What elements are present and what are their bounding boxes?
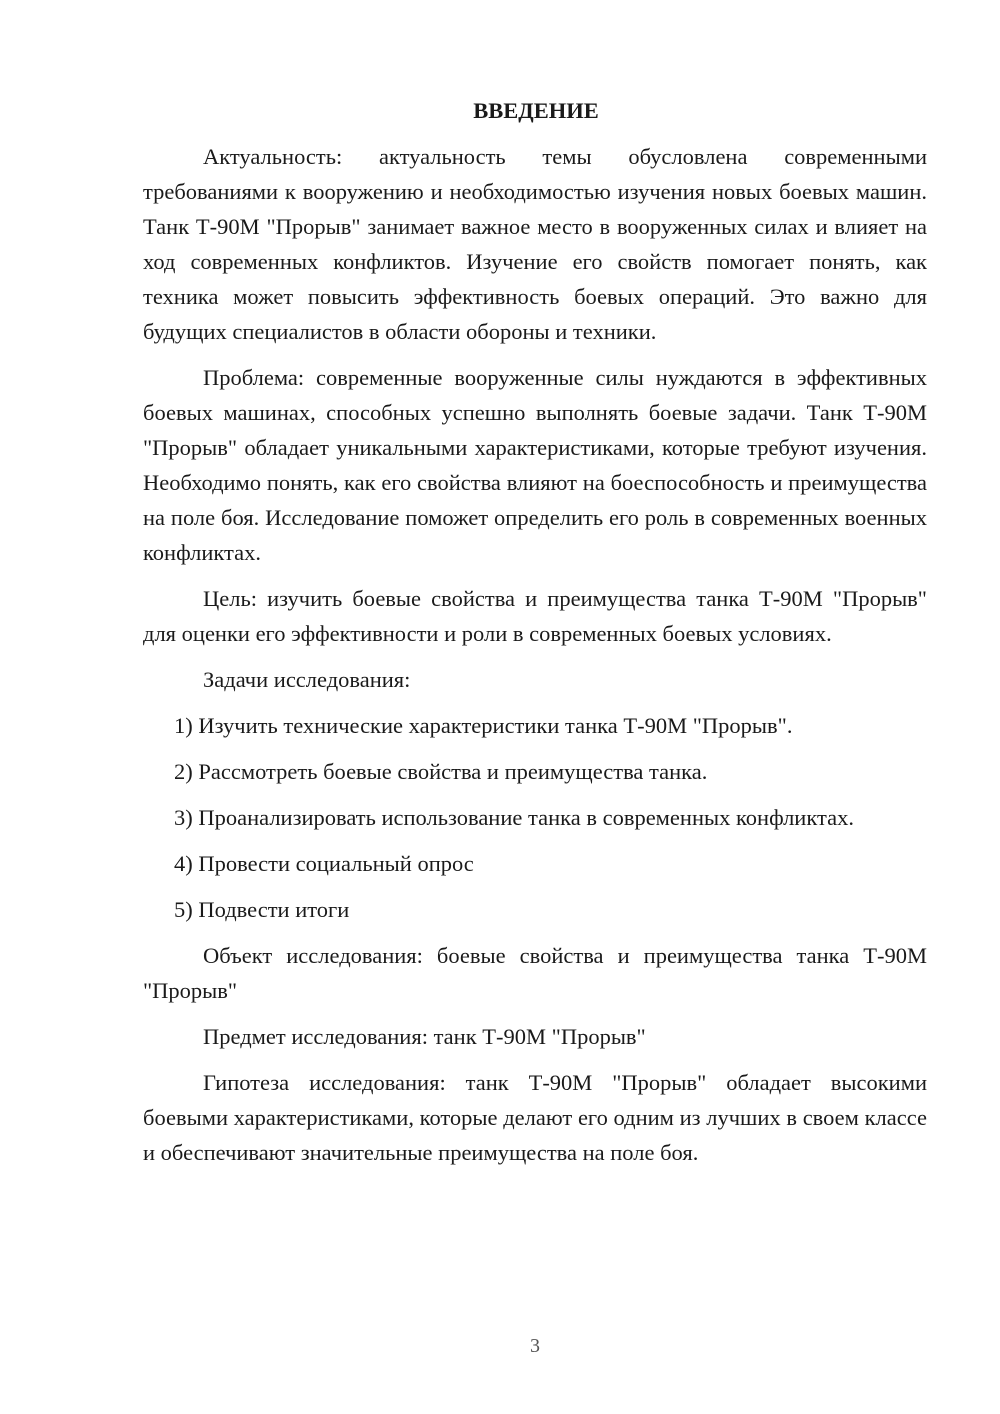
- relevance-paragraph: Актуальность: актуальность темы обусловлена современными требованиями к вооружению и необходимостью изучения новых боевых машин. Танк Т-90М "Прорыв" занимает важное место в вооруженных силах и влияет на ход современных конфликтов. Изучение его свойств помогает понять, как техника может повысить эффективность боевых операций. Это важно для будущих специалистов в области обороны и техники.: [143, 144, 927, 344]
- task-item-3: 3) Проанализировать использование танка в современных конфликтах.: [174, 805, 854, 830]
- page-number: 3: [530, 1335, 540, 1357]
- task-item-5: 5) Подвести итоги: [174, 897, 350, 922]
- task-item-2: 2) Рассмотреть боевые свойства и преимущества танка.: [174, 759, 708, 784]
- hypothesis-paragraph: Гипотеза исследования: танк Т-90М "Прорыв" обладает высокими боевыми характеристиками, которые делают его одним из лучших в своем классе и обеспечивают значительные преимущества на поле боя.: [143, 1070, 927, 1165]
- subject-paragraph: Предмет исследования: танк Т-90М "Прорыв": [203, 1024, 646, 1049]
- tasks-heading: Задачи исследования:: [203, 667, 411, 692]
- goal-paragraph: Цель: изучить боевые свойства и преимущества танка Т-90М "Прорыв" для оценки его эффективности и роли в современных боевых условиях.: [143, 586, 927, 646]
- document-body: [143, 93, 927, 1181]
- section-heading: ВВЕДЕНИЕ: [473, 98, 599, 123]
- problem-paragraph: Проблема: современные вооруженные силы нуждаются в эффективных боевых машинах, способных успешно выполнять боевые задачи. Танк Т-90М "Прорыв" обладает уникальными характеристиками, которые требуют изучения. Необходимо понять, как его свойства влияют на боеспособность и преимущества на поле боя. Исследование поможет определить его роль в современных военных конфликтах.: [143, 365, 927, 565]
- object-paragraph: Объект исследования: боевые свойства и преимущества танка Т-90М "Прорыв": [143, 943, 927, 1003]
- task-item-4: 4) Провести социальный опрос: [174, 851, 474, 876]
- task-item-1: 1) Изучить технические характеристики танка Т-90М "Прорыв".: [174, 713, 793, 738]
